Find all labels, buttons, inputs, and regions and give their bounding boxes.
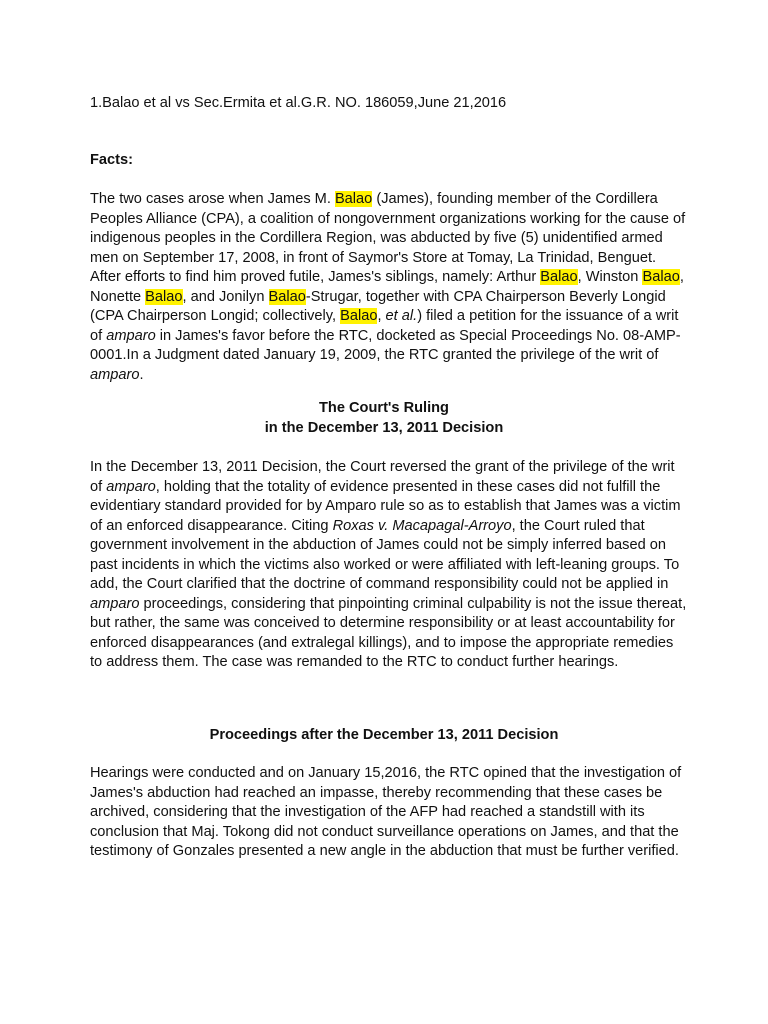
italic-term: amparo [90, 366, 140, 383]
italic-term: et al. [385, 308, 418, 324]
ruling-paragraph [90, 458, 688, 673]
ruling-text: , holding that the totality of evidence presented in these cases did not fulfill the evidentiary standard provided for by Amparo rule so as to establish that James was a victim of an enforced disappearance. Citing [90, 478, 681, 534]
highlight-balao: Balao [334, 191, 373, 207]
facts-paragraph [90, 190, 688, 385]
italic-case-citation: Roxas v. Macapagal-Arroyo [332, 517, 512, 534]
case-title: 1.Balao et al vs Sec.Ermita et al.G.R. NO. 186059,June 21,2016 [90, 95, 507, 111]
facts-text: (James), founding member of the Cordillera Peoples Alliance (CPA), a coalition of nongovernment organizations working for the cause of indigenous peoples in the Cordillera Region, was abducted by five (5) unidentified armed men on September 17, 2008, in front of Saymor's Store at Tomay, La Trinidad, Benguet. After efforts to find him proved futile, James's siblings, namely: Arthur [90, 191, 686, 285]
facts-text: . [139, 366, 144, 383]
highlight-balao: Balao [145, 288, 183, 305]
highlight-balao: Balao [540, 269, 578, 285]
ruling-heading-line1: The Court's Ruling [319, 400, 449, 416]
ruling-text: In the December 13, 2011 Decision, the Court reversed the grant of the privilege of the writ of [90, 459, 675, 495]
highlight-balao: Balao [268, 288, 306, 305]
facts-text: , and Jonilyn [182, 288, 269, 305]
facts-text: -Strugar, together with CPA Chairperson Beverly Longid (CPA Chairperson Longid; collectively, [90, 288, 666, 324]
ruling-text: proceedings, considering that pinpointing criminal culpability is not the issue thereat, but rather, the same was conceived to determine responsibility or at least accountability for enforced disappearances (and extralegal killings), and to impose the appropriate remedies to address them. The case was remanded to the RTC to conduct further hearings. [90, 595, 687, 670]
highlight-balao: Balao [340, 308, 378, 324]
facts-text: in James's favor before the RTC, docketed as Special Proceedings No. 08-AMP-0001.In a Judgment dated January 19, 2009, the RTC granted the privilege of the writ of [90, 327, 681, 363]
ruling-heading-line2: in the December 13, 2011 Decision [264, 419, 504, 436]
ruling-text: , the Court ruled that government involvement in the abduction of James could not be simply inferred based on past incidents in which the victims also worked or were affiliated with left-leaning groups. To add, the Court clarified that the doctrine of command responsibility could not be applied in [90, 517, 680, 592]
facts-text: , Winston [577, 269, 643, 285]
italic-term: amparo [90, 595, 140, 612]
facts-text: , [377, 308, 386, 324]
proceedings-heading: Proceedings after the December 13, 2011 Decision [209, 727, 559, 743]
proceedings-paragraph: Hearings were conducted and on January 15,2016, the RTC opined that the investigation of James's abduction had reached an impasse, thereby recommending that these cases be archived, considering that the investigation of the AFP had reached a standstill with its conclusion that Maj. Tokong did not conduct surveillance operations on James, and that the testimony of Gonzales presented a new angle in the abduction that must be further verified. [90, 765, 682, 859]
facts-text: ) filed a petition for the issuance of a writ of [90, 308, 679, 344]
facts-text: , Nonette [90, 269, 684, 305]
highlight-balao: Balao [642, 269, 680, 285]
ruling-heading [90, 399, 678, 438]
facts-text: The two cases arose when James M. [90, 191, 335, 207]
italic-term: amparo [106, 327, 156, 344]
italic-term: amparo [106, 478, 156, 495]
facts-heading: Facts: [90, 152, 133, 168]
